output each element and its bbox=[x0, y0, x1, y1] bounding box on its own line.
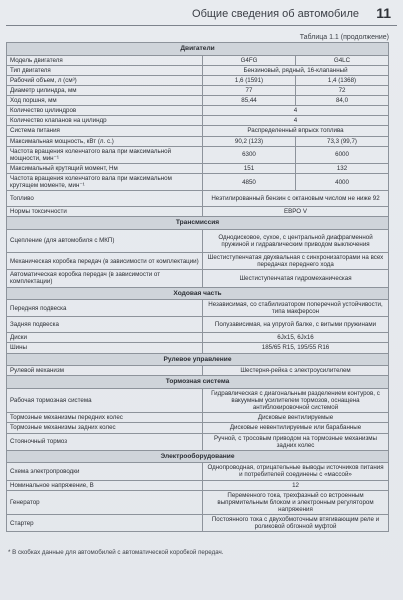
row-value: Шестиступенчатая гидромеханическая bbox=[203, 270, 389, 287]
section-header bbox=[7, 450, 389, 463]
table-row bbox=[7, 163, 389, 173]
row-label: Передняя подвеска bbox=[7, 300, 203, 317]
section-header bbox=[7, 376, 389, 389]
table-row bbox=[7, 146, 389, 163]
value-g4lc: 73,3 (99,7) bbox=[296, 136, 389, 146]
section-title: Трансмиссия bbox=[7, 217, 389, 230]
table-row bbox=[7, 366, 389, 376]
row-label: Максимальный крутящий момент, Нм bbox=[7, 163, 203, 173]
table-row bbox=[7, 230, 389, 253]
row-label: Стартер bbox=[7, 515, 203, 532]
row-label: Схема электропроводки bbox=[7, 463, 203, 480]
page-number: 11 bbox=[376, 5, 391, 21]
table-row bbox=[7, 75, 389, 85]
table-row bbox=[7, 55, 389, 65]
row-label: Диаметр цилиндра, мм bbox=[7, 85, 203, 95]
table-row bbox=[7, 343, 389, 353]
value-g4fg: 151 bbox=[203, 163, 296, 173]
row-label: Шины bbox=[7, 343, 203, 353]
table-row bbox=[7, 136, 389, 146]
table-row bbox=[7, 423, 389, 433]
value-g4fg: 4850 bbox=[203, 174, 296, 191]
page-header bbox=[0, 0, 403, 26]
table-row bbox=[7, 413, 389, 423]
row-label: Тип двигателя bbox=[7, 65, 203, 75]
table-row bbox=[7, 65, 389, 75]
row-label: Количество клапанов на цилиндр bbox=[7, 116, 203, 126]
row-label: Номинальное напряжение, В bbox=[7, 480, 203, 490]
spec-table bbox=[6, 42, 389, 532]
row-value: Гидравлическая с диагональным разделением контуров, с вакуумным усилителем тормозов, оснащена антиблокировочной системой bbox=[203, 388, 389, 412]
table-caption: Таблица 1.1 (продолжение) bbox=[299, 34, 389, 41]
row-value: 6Jx15, 6Jx16 bbox=[203, 333, 389, 343]
row-label: Тормозные механизмы задних колес bbox=[7, 423, 203, 433]
value-g4lc: 132 bbox=[296, 163, 389, 173]
row-value: Распределенный впрыск топлива bbox=[203, 126, 389, 136]
table-row bbox=[7, 174, 389, 191]
section-title: Ходовая часть bbox=[7, 287, 389, 300]
table-row bbox=[7, 253, 389, 270]
value-g4fg: 6300 bbox=[203, 146, 296, 163]
row-value: Переменного тока, трехфазный со встроенным выпрямительным блоком и электронным регулятором напряжения bbox=[203, 490, 389, 514]
row-value: Полузависимая, на упругой балке, с витыми пружинами bbox=[203, 317, 389, 333]
table-row bbox=[7, 191, 389, 207]
table-row bbox=[7, 85, 389, 95]
table-row bbox=[7, 106, 389, 116]
section-title: Двигатели bbox=[7, 43, 389, 56]
row-label: Топливо bbox=[7, 191, 203, 207]
row-label: Количество цилиндров bbox=[7, 106, 203, 116]
value-g4lc: G4LC bbox=[296, 55, 389, 65]
row-value: Бензиновый, рядный, 16-клапанный bbox=[203, 65, 389, 75]
value-g4fg: G4FG bbox=[203, 55, 296, 65]
row-label: Рулевой механизм bbox=[7, 366, 203, 376]
row-value: 4 bbox=[203, 106, 389, 116]
row-label: Нормы токсичности bbox=[7, 207, 203, 217]
section-header bbox=[7, 287, 389, 300]
row-label: Модель двигателя bbox=[7, 55, 203, 65]
row-label: Автоматическая коробка передач (в зависимости от комплектации) bbox=[7, 270, 203, 287]
row-label: Генератор bbox=[7, 490, 203, 514]
table-row bbox=[7, 96, 389, 106]
row-label: Сцепление (для автомобиля с МКП) bbox=[7, 230, 203, 253]
row-value: 4 bbox=[203, 116, 389, 126]
row-label: Стояночный тормоз bbox=[7, 433, 203, 450]
table-row bbox=[7, 515, 389, 532]
value-g4lc: 72 bbox=[296, 85, 389, 95]
section-header bbox=[7, 217, 389, 230]
row-value: Дисковые вентилируемые bbox=[203, 413, 389, 423]
value-g4lc: 6000 bbox=[296, 146, 389, 163]
row-value: 185/65 R15, 195/55 R16 bbox=[203, 343, 389, 353]
table-row bbox=[7, 317, 389, 333]
table-row bbox=[7, 490, 389, 514]
table-row bbox=[7, 207, 389, 217]
section-header bbox=[7, 43, 389, 56]
section-title: Тормозная система bbox=[7, 376, 389, 389]
row-value: Неэтилированный бензин с октановым числом не ниже 92 bbox=[203, 191, 389, 207]
row-label: Максимальная мощность, кВт (л. с.) bbox=[7, 136, 203, 146]
row-label: Тормозные механизмы передних колес bbox=[7, 413, 203, 423]
value-g4fg: 1,6 (1591) bbox=[203, 75, 296, 85]
row-value: Шестиступенчатая двухвальная с синхронизаторами на всех передачах переднего хода bbox=[203, 253, 389, 270]
footnote: * В скобках данные для автомобилей с автоматической коробкой передач. bbox=[8, 549, 224, 556]
section-title: Электрооборудование bbox=[7, 450, 389, 463]
table-row bbox=[7, 388, 389, 412]
row-value: Независимая, со стабилизатором поперечной устойчивости, типа макферсон bbox=[203, 300, 389, 317]
table-row bbox=[7, 270, 389, 287]
row-label: Система питания bbox=[7, 126, 203, 136]
row-label: Частота вращения коленчатого вала при максимальной мощности, мин⁻¹ bbox=[7, 146, 203, 163]
value-g4fg: 90,2 (123) bbox=[203, 136, 296, 146]
row-label: Рабочая тормозная система bbox=[7, 388, 203, 412]
row-label: Рабочий объем, л (см³) bbox=[7, 75, 203, 85]
section-title: Рулевое управление bbox=[7, 353, 389, 366]
row-label: Частота вращения коленчатого вала при максимальном крутящем моменте, мин⁻¹ bbox=[7, 174, 203, 191]
table-row bbox=[7, 480, 389, 490]
row-value: Ручной, с тросовым приводом на тормозные механизмы задних колес bbox=[203, 433, 389, 450]
row-value: Шестерня-рейка с электроусилителем bbox=[203, 366, 389, 376]
chapter-title: Общие сведения об автомобиле bbox=[192, 8, 359, 20]
value-g4fg: 77 bbox=[203, 85, 296, 95]
row-value: Однодисковое, сухое, с центральной диафрагменной пружиной и гидравлическим приводом выключения bbox=[203, 230, 389, 253]
table-row bbox=[7, 333, 389, 343]
row-value: ЕВРО V bbox=[203, 207, 389, 217]
row-label: Диски bbox=[7, 333, 203, 343]
row-value: Однопроводная, отрицательные выводы источников питания и потребителей соединены с «массой» bbox=[203, 463, 389, 480]
table-row bbox=[7, 126, 389, 136]
table-row bbox=[7, 433, 389, 450]
value-g4lc: 4000 bbox=[296, 174, 389, 191]
section-header bbox=[7, 353, 389, 366]
row-label: Ход поршня, мм bbox=[7, 96, 203, 106]
table-row bbox=[7, 300, 389, 317]
value-g4lc: 1,4 (1368) bbox=[296, 75, 389, 85]
value-g4fg: 85,44 bbox=[203, 96, 296, 106]
value-g4lc: 84,0 bbox=[296, 96, 389, 106]
row-value: Постоянного тока с двухобмоточным втягивающим реле и роликовой обгонной муфтой bbox=[203, 515, 389, 532]
row-value: Дисковые невентилируемые или барабанные bbox=[203, 423, 389, 433]
table-row bbox=[7, 463, 389, 480]
row-label: Задняя подвеска bbox=[7, 317, 203, 333]
table-row bbox=[7, 116, 389, 126]
row-value: 12 bbox=[203, 480, 389, 490]
row-label: Механическая коробка передач (в зависимости от комплектации) bbox=[7, 253, 203, 270]
header-divider bbox=[6, 25, 397, 26]
